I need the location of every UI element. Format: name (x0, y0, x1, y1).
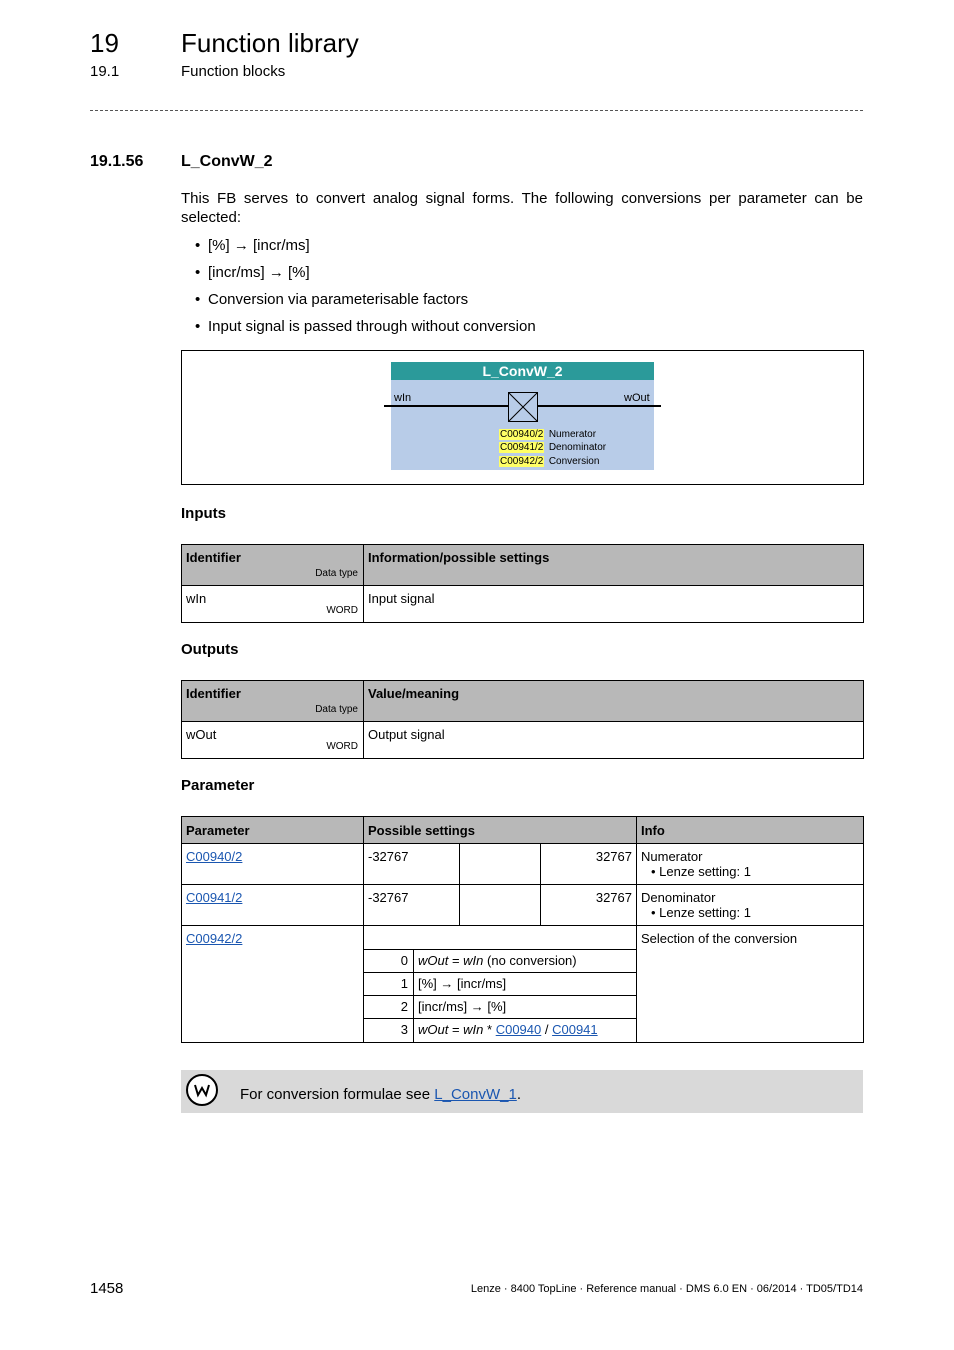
table-row: wIn WORD Input signal (182, 586, 864, 623)
identifier-header: Identifier Data type (182, 545, 364, 586)
param-link-c00941[interactable]: C00941/2 (186, 890, 243, 905)
diagram-param-row: C00942/2 Conversion (500, 456, 600, 467)
parameter-col-header: Parameter (182, 817, 364, 844)
chapter-number: 19 (90, 28, 119, 58)
parameter-heading: Parameter (181, 777, 255, 794)
section-number: 19.1 (90, 63, 120, 80)
outputs-heading: Outputs (181, 641, 239, 658)
bullet-item: • [%] → [incr/ms] (195, 237, 310, 254)
diagram-param-row: C00940/2 Numerator (500, 429, 597, 440)
settings-col-header: Possible settings (364, 817, 637, 844)
info-header: Value/meaning (364, 681, 864, 722)
inputs-table (181, 544, 864, 623)
function-block-title: L_ConvW_2 (391, 362, 654, 380)
output-label: wOut (624, 392, 650, 404)
table-row: C00942/2 0 wOut = wIn (no conversion) 1 [%] → [incr/ms] 2 [incr/ms] → [%] 3 wOut = wIn * C00940 / C00941 Selection of the conversion (182, 926, 864, 1043)
info-header: Information/possible settings (364, 545, 864, 586)
table-row: C00941/2 -32767 32767 Denominator • Lenze setting: 1 (182, 885, 864, 926)
inputs-heading: Inputs (181, 505, 226, 522)
option-row: 1 [%] → [incr/ms] (364, 973, 636, 996)
hand-writing-icon (186, 1074, 218, 1106)
conversion-icon (508, 392, 538, 422)
input-signal-line (384, 405, 508, 407)
outputs-table (181, 680, 864, 759)
section-title: Function blocks (181, 63, 286, 80)
conversion-options (364, 949, 636, 1042)
input-label: wIn (394, 392, 412, 404)
option-row: 2 [incr/ms] → [%] (364, 996, 636, 1019)
bullet-item: • Conversion via parameterisable factors (195, 291, 469, 308)
identifier-header: Identifier Data type (182, 681, 364, 722)
subsection-number: 19.1.56 (90, 153, 144, 170)
chapter-title: Function library (181, 28, 359, 58)
page-number: 1458 (90, 1280, 124, 1297)
link-c00940[interactable]: C00940 (495, 1022, 542, 1037)
footer-text: Lenze · 8400 TopLine · Reference manual · DMS 6.0 EN · 06/2014 · TD05/TD14 (470, 1283, 863, 1295)
header-divider (90, 110, 863, 111)
bullet-item: • Input signal is passed through without conversion (195, 318, 536, 335)
bullet-item: • [incr/ms] → [%] (195, 264, 310, 281)
param-link-c00942[interactable]: C00942/2 (186, 931, 243, 946)
l-convw-1-link[interactable]: L_ConvW_1 (434, 1086, 517, 1103)
link-c00941[interactable]: C00941 (552, 1022, 598, 1037)
table-row: wOut WORD Output signal (182, 722, 864, 759)
note-text: For conversion formulae see L_ConvW_1. (240, 1086, 521, 1103)
output-signal-line (537, 405, 661, 407)
param-link-c00940[interactable]: C00940/2 (186, 849, 243, 864)
parameter-table (181, 816, 864, 1043)
table-row: C00940/2 -32767 32767 Numerator • Lenze setting: 1 (182, 844, 864, 885)
subsection-title: L_ConvW_2 (181, 153, 273, 170)
option-row: 0 wOut = wIn (no conversion) (364, 950, 636, 973)
diagram-param-row: C00941/2 Denominator (500, 442, 607, 453)
option-row: 3 wOut = wIn * C00940 / C00941 (364, 1019, 636, 1042)
intro-paragraph: This FB serves to convert analog signal forms. The following conversions per parameter can be selected: (181, 190, 863, 226)
info-col-header: Info (637, 817, 864, 844)
